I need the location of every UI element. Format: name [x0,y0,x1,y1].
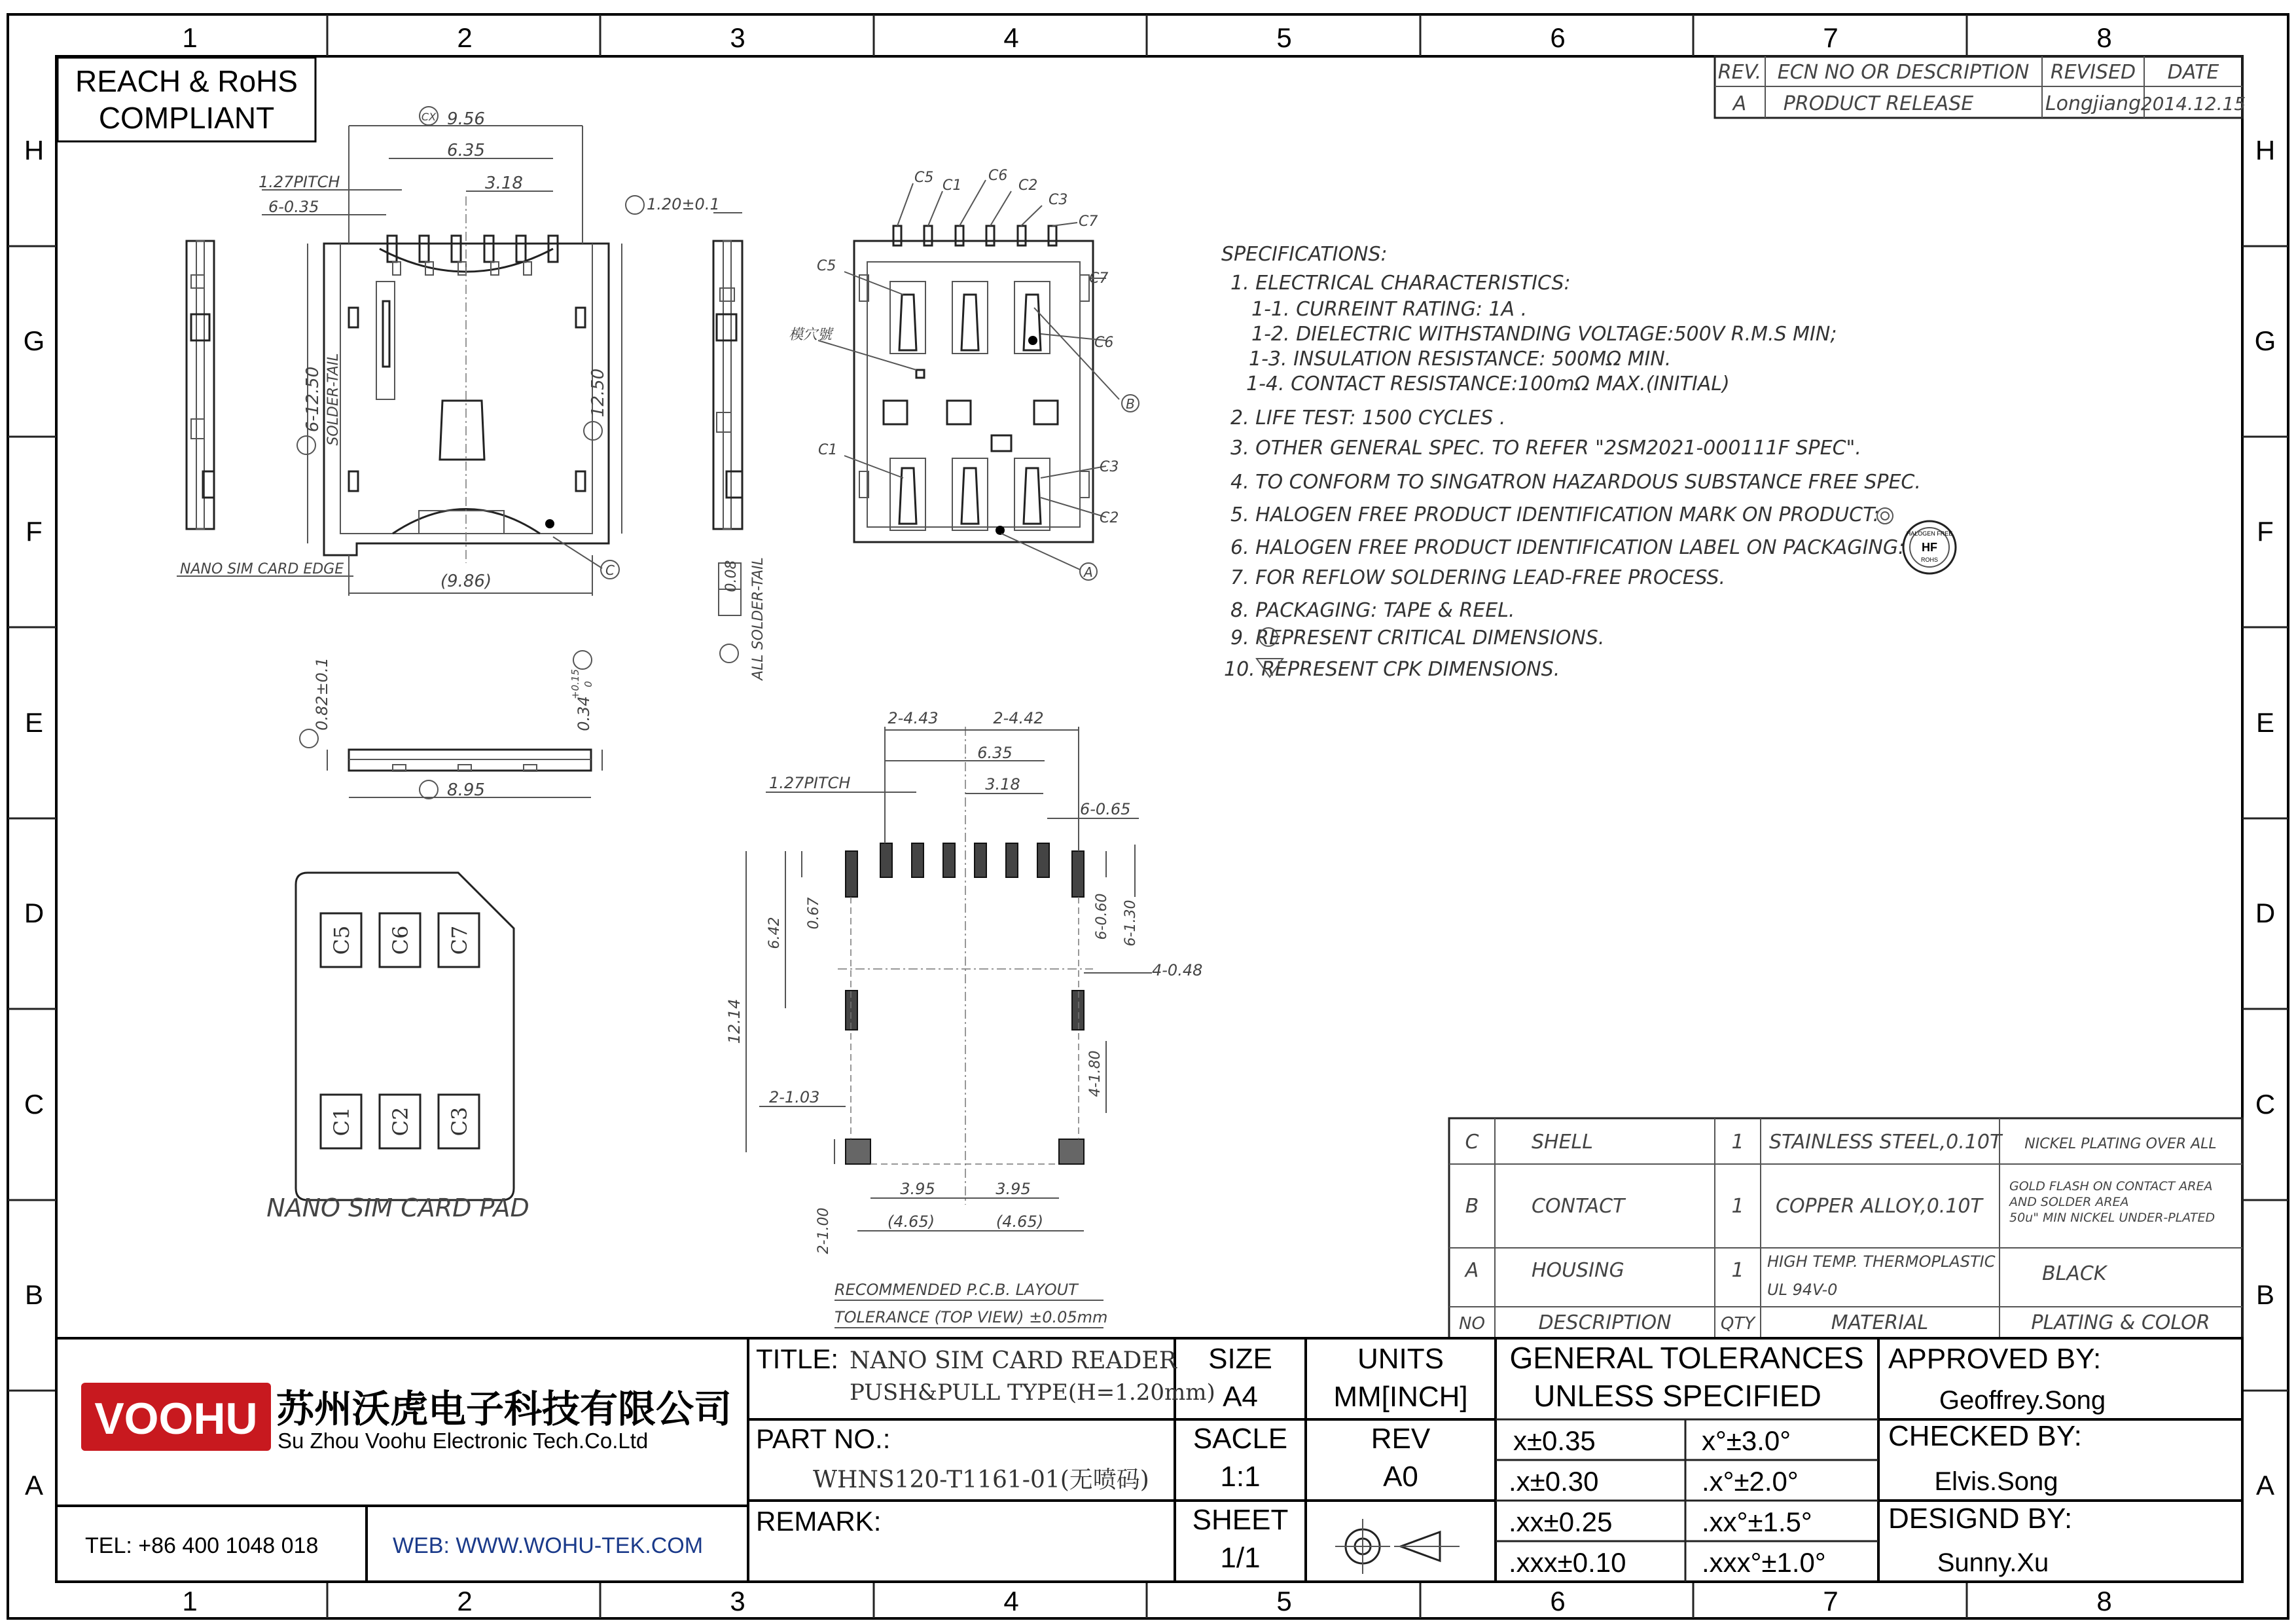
row-label: G [2254,325,2276,356]
iso-label: C5 [817,258,836,274]
dim-8-95: 8.95 [447,780,485,800]
pcb-dim: 4-0.48 [1152,961,1203,979]
pcb-dim: 2-4.43 [888,709,939,727]
size-label: SIZE [1208,1343,1272,1375]
iso-label: C3 [1049,192,1068,208]
pcb-caption1: RECOMMENDED P.C.B. LAYOUT [834,1281,1078,1299]
rev-header-rev: REV. [1717,61,1762,84]
col-label: 3 [730,1586,745,1616]
bom-plating: NICKEL PLATING OVER ALL [2024,1136,2217,1152]
rev-header-revised: REVISED [2050,61,2136,84]
left-side-view [187,241,214,529]
hf-label-bottom: ROHS [1920,556,1939,563]
pad-c1: C1 [329,1106,354,1137]
right-side-view [626,195,766,682]
spec-line: 7. FOR REFLOW SOLDERING LEAD-FREE PROCESS. [1230,566,1726,589]
bom-header: MATERIAL [1831,1311,1929,1334]
pcb-dim: 4-1.80 [1087,1050,1103,1097]
spec-line: 1-3. INSULATION RESISTANCE: 500MΩ MIN. [1249,348,1672,371]
company-logo [81,1383,271,1451]
spec-line: 5. HALOGEN FREE PRODUCT IDENTIFICATION MARK ON PRODUCT: [1230,503,1880,526]
spec-line: 1-1. CURREINT RATING: 1A . [1251,298,1528,321]
top-view-drawing [177,107,622,596]
border-row-labels [24,135,2276,1501]
revision-table [1715,56,2246,118]
pcb-dim: 12.14 [725,998,744,1044]
row-label: B [2255,1279,2275,1310]
projection-symbol-icon [1335,1519,1460,1574]
pad-c7: C7 [447,925,472,955]
dim-6-0-35: 6-0.35 [268,198,319,216]
dim-0-82: 0.82±0.1 [313,657,331,731]
mold-mark: 模穴號 [789,327,833,343]
col-label: 7 [1823,22,1839,53]
border-column-labels [182,22,2111,1616]
size-value: A4 [1223,1381,1258,1413]
iso-label: C3 [1100,459,1119,475]
rev-cell-desc: PRODUCT RELEASE [1783,92,1974,115]
iso-label: C6 [988,168,1008,184]
dim-9-86: (9.86) [440,572,492,591]
rev-cell-date: 2014.12.15 [2140,93,2246,115]
bom-header: DESCRIPTION [1538,1311,1672,1334]
pcb-dim: 6.35 [977,744,1013,762]
dim-0-08: 0.08 [723,560,740,593]
row-label: H [24,135,45,166]
col-label: 8 [2096,1586,2112,1616]
spec-title: SPECIFICATIONS: [1221,243,1388,266]
bom-plating: BLACK [2042,1262,2107,1285]
circle-b: B [1126,396,1135,412]
company-name-cn: 苏州沃虎电子科技有限公司 [276,1388,732,1431]
logo-text: VOOHU [94,1394,258,1444]
iso-label: C6 [1094,335,1114,351]
col-label: 4 [1003,1586,1019,1616]
bom-no-b: B [1465,1195,1479,1218]
pcb-dim: 6-0.65 [1080,800,1131,818]
row-label: F [26,516,43,547]
bom-material: UL 94V-0 [1767,1281,1838,1299]
website-link[interactable]: WEB: WWW.WOHU-TEK.COM [393,1533,704,1558]
bom-material: STAINLESS STEEL,0.10T [1769,1131,2002,1154]
all-solder-tail: ALL SOLDER-TAIL [750,557,766,680]
dim-6-35: 6.35 [447,141,485,160]
pcb-dim: 2-4.42 [993,709,1044,727]
title-line1: NANO SIM CARD READER [850,1347,1177,1374]
row-label: A [2255,1470,2275,1501]
dim-1-27pitch: 1.27PITCH [259,173,340,191]
pcb-dim: 0.67 [806,897,822,930]
dim-9-56: 9.56 [447,109,485,129]
c-mark: C [605,562,615,578]
sheet-value: 1/1 [1220,1542,1261,1574]
tol-title2: UNLESS SPECIFIED [1534,1379,1821,1413]
approved-label: APPROVED BY: [1888,1343,2102,1375]
nano-sim-pad [266,873,529,1222]
dim-3-18: 3.18 [485,173,523,193]
units-label: UNITS [1357,1343,1444,1375]
title-line2: PUSH&PULL TYPE(H=1.20mm) [850,1379,1215,1406]
pcb-caption2: TOLERANCE (TOP VIEW) ±0.05mm [834,1308,1108,1326]
col-label: 6 [1550,1586,1566,1616]
tel: TEL: +86 400 1048 018 [85,1533,319,1558]
compliance-box [58,58,315,141]
rev-header-date: DATE [2167,61,2219,84]
row-label: C [24,1089,45,1120]
compliance-line1: REACH & RoHS [75,64,298,98]
col-label: 6 [1550,22,1566,53]
compliance-line2: COMPLIANT [98,101,275,135]
row-label: E [2255,707,2275,738]
pcb-dim: 3.18 [985,775,1020,793]
hf-label-mid: HF [1922,541,1937,554]
col-label: 2 [457,22,473,53]
title-block [56,1338,2242,1582]
pad-c6: C6 [388,925,413,955]
spec-line: 1. ELECTRICAL CHARACTERISTICS: [1230,272,1571,295]
pad-c3: C3 [447,1106,472,1137]
row-label: D [2255,898,2276,928]
rev-header-desc: ECN NO OR DESCRIPTION [1777,61,2030,84]
bom-qty: 1 [1731,1195,1744,1218]
bom-material: HIGH TEMP. THERMOPLASTIC [1767,1252,1996,1271]
circle-a: A [1084,564,1093,580]
front-view [300,651,602,800]
bom-plating: AND SOLDER AREA [2009,1195,2129,1209]
rev-cell-rev: A [1732,92,1747,115]
bom-plating: 50u" MIN NICKEL UNDER-PLATED [2009,1211,2215,1225]
tol-cell: .xxx±0.10 [1509,1547,1626,1578]
sim-pad-caption: NANO SIM CARD PAD [266,1194,529,1222]
pcb-dim: 2-1.03 [769,1088,820,1106]
bom-header: QTY [1720,1314,1755,1334]
bom-desc-contact: CONTACT [1532,1195,1625,1218]
designed-name: Sunny.Xu [1937,1548,2049,1577]
dim-0-34: 0.34 [575,696,593,731]
spec-line: 4. TO CONFORM TO SINGATRON HAZARDOUS SUBSTANCE FREE SPEC. [1230,471,1921,494]
bottom-view-drawing [789,168,1139,580]
row-label: D [24,898,45,928]
pcb-dim: 2-1.00 [816,1207,832,1254]
sheet-border [8,14,2288,1618]
spec-line: 1-4. CONTACT RESISTANCE:100mΩ MAX.(INITIAL) [1246,373,1730,395]
pcb-dim: 6-1.30 [1122,900,1139,947]
tol-cell: .x±0.30 [1509,1466,1599,1497]
row-label: A [24,1470,44,1501]
tol-cell: .x°±2.0° [1702,1466,1799,1497]
bom-no-c: C [1465,1131,1479,1154]
pcb-layout [725,709,1202,1328]
bom-qty: 1 [1731,1259,1744,1282]
spec-line: 8. PACKAGING: TAPE & REEL. [1230,599,1515,622]
rev-value: A0 [1383,1461,1418,1493]
part-no: WHNS120-T1161-01(无喷码) [813,1467,1149,1493]
spec-line: 3. OTHER GENERAL SPEC. TO REFER "2SM2021-000111F SPEC". [1230,437,1861,460]
tol-title1: GENERAL TOLERANCES [1509,1341,1864,1375]
pcb-dim: 3.95 [900,1180,935,1198]
iso-label: C5 [914,170,934,186]
sheet-label: SHEET [1192,1504,1289,1536]
designed-label: DESIGND BY: [1888,1503,2073,1535]
checked-label: CHECKED BY: [1888,1420,2082,1452]
row-label: H [2255,135,2276,166]
spec-line: 2. LIFE TEST: 1500 CYCLES . [1230,407,1506,429]
hf-label-icon [1903,521,1956,574]
specifications [1221,243,1956,681]
col-label: 5 [1276,22,1292,53]
pcb-dim: 6-0.60 [1094,893,1110,940]
units-value: MM[INCH] [1333,1381,1468,1413]
approved-name: Geoffrey.Song [1939,1386,2106,1415]
remark-label: REMARK: [756,1506,882,1537]
rev-cell-revised: Longjiang [2045,92,2142,115]
col-label: 3 [730,22,745,53]
iso-label: C1 [818,442,838,458]
iso-label: C7 [1089,270,1109,287]
top-pins [387,236,558,275]
bom-no-a: A [1465,1259,1479,1282]
pad-c2: C2 [388,1106,413,1137]
col-label: 4 [1003,22,1019,53]
row-label: G [23,325,45,356]
spec-line: 10. REPRESENT CPK DIMENSIONS. [1224,658,1560,681]
dim-solder-tail: SOLDER-TAIL [325,353,342,446]
tol-cell: .xxx°±1.0° [1702,1547,1826,1578]
scale-label: SACLE [1193,1423,1288,1455]
iso-label: C2 [1100,510,1119,526]
bom-desc-housing: HOUSING [1532,1259,1624,1282]
checked-name: Elvis.Song [1934,1467,2058,1496]
hf-label-top: HALOGEN FREE [1906,530,1953,537]
pcb-dim: 6.42 [766,917,783,949]
spec-line: 6. HALOGEN FREE PRODUCT IDENTIFICATION LABEL ON PACKAGING: [1230,536,1905,559]
iso-label: C1 [942,177,962,194]
row-label: B [24,1279,44,1310]
bom-header: NO [1459,1314,1485,1334]
pcb-dim: 3.95 [996,1180,1031,1198]
tol-cell: .xx±0.25 [1509,1506,1613,1537]
dim-0-34-tol-upper: +0.15 [569,669,581,699]
col-label: 7 [1823,1586,1839,1616]
pcb-dim: 1.27PITCH [769,774,851,792]
row-label: F [2257,516,2274,547]
col-label: 8 [2096,22,2112,53]
spec-line: 9. REPRESENT CRITICAL DIMENSIONS. [1230,627,1605,649]
rev-label: REV [1371,1423,1431,1455]
company-name-en: Su Zhou Voohu Electronic Tech.Co.Ltd [278,1429,649,1453]
dim-0-34-tol-lower: 0 [583,681,594,687]
spec-line: 1-2. DIELECTRIC WITHSTANDING VOLTAGE:500V R.M.S MIN; [1251,323,1837,346]
pcb-dim: (4.65) [887,1213,935,1231]
col-label: 5 [1276,1586,1292,1616]
tol-cell: .xx°±1.5° [1702,1506,1812,1537]
iso-label: C7 [1079,213,1098,230]
cx-badge: CX [421,111,437,123]
scale-value: 1:1 [1220,1461,1261,1493]
row-label: C [2255,1089,2276,1120]
dim-1-20: 1.20±0.1 [647,195,720,213]
iso-label: C2 [1018,177,1038,194]
bom-header: PLATING & COLOR [2031,1311,2210,1334]
bom-qty: 1 [1731,1131,1744,1154]
bom-desc-shell: SHELL [1532,1131,1593,1154]
bom-table [1449,1118,2242,1338]
pad-c5: C5 [329,925,354,955]
part-label: PART NO.: [756,1423,891,1454]
title-label: TITLE: [756,1343,839,1374]
col-label: 1 [182,22,198,53]
dim-6-12-50: 6-12.50 [303,366,323,433]
nano-sim-edge-label: NANO SIM CARD EDGE [180,561,344,577]
col-label: 2 [457,1586,473,1616]
col-label: 1 [182,1586,198,1616]
row-label: E [24,707,44,738]
tol-cell: x±0.35 [1513,1425,1596,1456]
tol-cell: x°±3.0° [1702,1425,1791,1456]
pcb-dim: (4.65) [996,1213,1044,1231]
dim-12-50: 12.50 [588,368,608,418]
bom-plating: GOLD FLASH ON CONTACT AREA [2009,1179,2213,1194]
bom-material: COPPER ALLOY,0.10T [1776,1195,1982,1218]
